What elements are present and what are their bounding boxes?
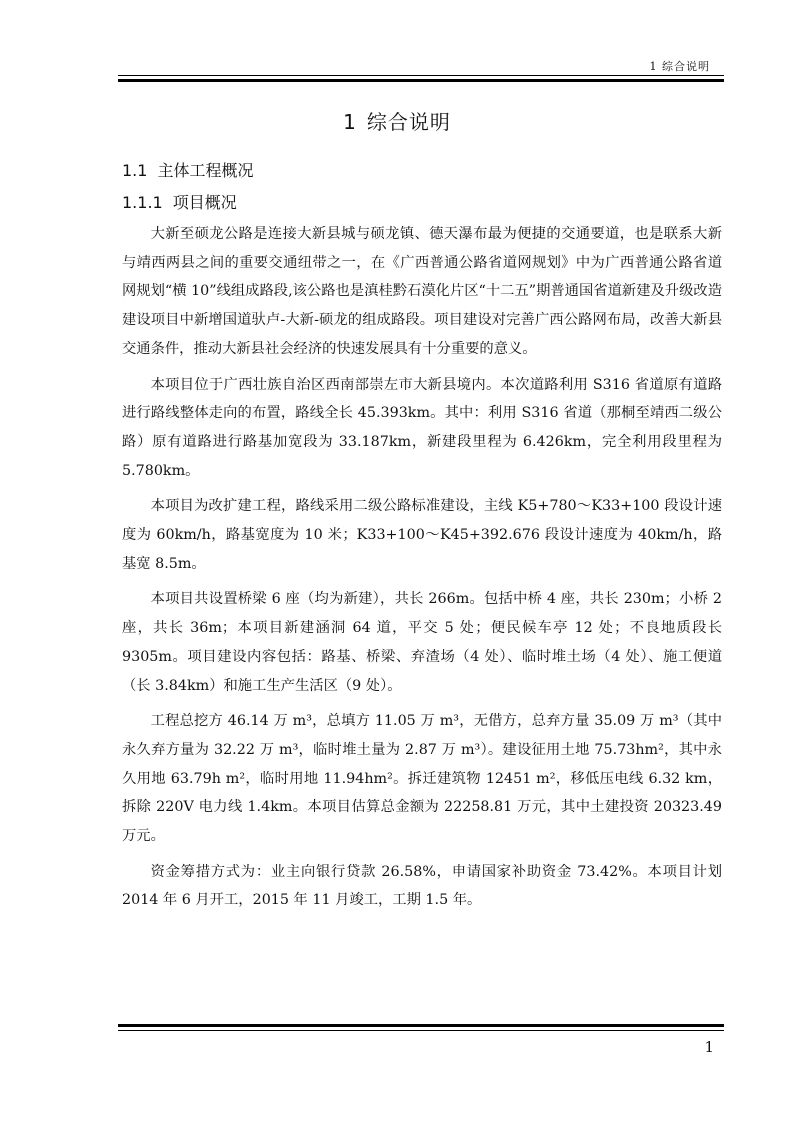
- section-title: 主体工程概况: [157, 161, 254, 180]
- paragraph-overview: 大新至硕龙公路是连接大新县城与硕龙镇、德天瀑布最为便捷的交通要道，也是联系大新与靖西两县之间的重要交通纽带之一，在《广西普通公路省道网规划》中为广西普通公路省道网规划“横 10”线组成路段,该公路也是滇桂黔石漠化片区“十二五”期普通国省道新建及升级改造建设项目中新增国道驮卢-大新-硕龙的组成路段。项目建设对完善广西公路网布局，改善大新县交通条件，推动大新县社会经济的快速发展具有十分重要的意义。: [122, 226, 722, 357]
- subsection-title: 项目概况: [172, 193, 237, 212]
- section-heading-1-1: [122, 158, 253, 181]
- paragraph-funding: 资金筹措方式为：业主向银行贷款 26.58%，申请国家补助资金 73.42%。本项目计划 2014 年 6 月开工，2015 年 11 月竣工，工期 1.5 年。: [122, 863, 722, 909]
- paragraph-standard: 本项目为改扩建工程，路线采用二级公路标准建设，主线 K5+780～K33+100 段设计速度为 60km/h，路基宽度为 10 米；K33+100～K45+392.676 段设计速度为 40km/h，路基宽 8.5m。: [122, 498, 722, 572]
- page-number: 1: [704, 1038, 714, 1056]
- subsection-number: 1.1.1: [122, 193, 163, 212]
- paragraph-bridges: 本项目共设置桥梁 6 座（均为新建），共长 266m。包括中桥 4 座，共长 230m；小桥 2 座，共长 36m；本项目新建涵洞 64 道，平交 5 处；便民候车亭 12 处；不良地质段长 9305m。项目建设内容包括：路基、桥梁、弃渣场（4 处）、临时堆土场（4 处）、施工便道（长 3.84km）和施工生产生活区（9 处）。: [122, 591, 722, 694]
- footer-rule-thick: [118, 1024, 724, 1027]
- chapter-title: [0, 106, 794, 135]
- running-header: 1 综合说明: [649, 60, 710, 73]
- header-rule-thin: [118, 75, 724, 76]
- section-heading-1-1-1: [122, 190, 237, 213]
- body-text: [122, 220, 722, 915]
- header-rule-thick: [118, 79, 724, 82]
- paragraph-earthwork: 工程总挖方 46.14 万 m³，总填方 11.05 万 m³，无借方，总弃方量 35.09 万 m³（其中永久弃方量为 32.22 万 m³，临时堆土量为 2.87 万 m³）。建设征用土地 75.73hm²，其中永久用地 63.79h m²，临时用地 11.94hm²。拆迁建筑物 12451 m²，移低压电线 6.32 km，拆除 220V 电力线 1.4km。本项目估算总金额为 22258.81 万元，其中土建投资 20323.49 万元。: [122, 713, 722, 845]
- footer-rule-thin: [118, 1030, 724, 1031]
- chapter-number: 1: [343, 110, 357, 134]
- section-number: 1.1: [122, 161, 148, 180]
- chapter-title-text: 综合说明: [366, 110, 451, 134]
- paragraph-location: 本项目位于广西壮族自治区西南部崇左市大新县境内。本次道路利用 S316 省道原有道路进行路线整体走向的布置，路线全长 45.393km。其中：利用 S316 省道（那桐至靖西二级公路）原有道路进行路基加宽段为 33.187km，新建段里程为 6.426km，完全利用段里程为 5.780km。: [122, 376, 722, 479]
